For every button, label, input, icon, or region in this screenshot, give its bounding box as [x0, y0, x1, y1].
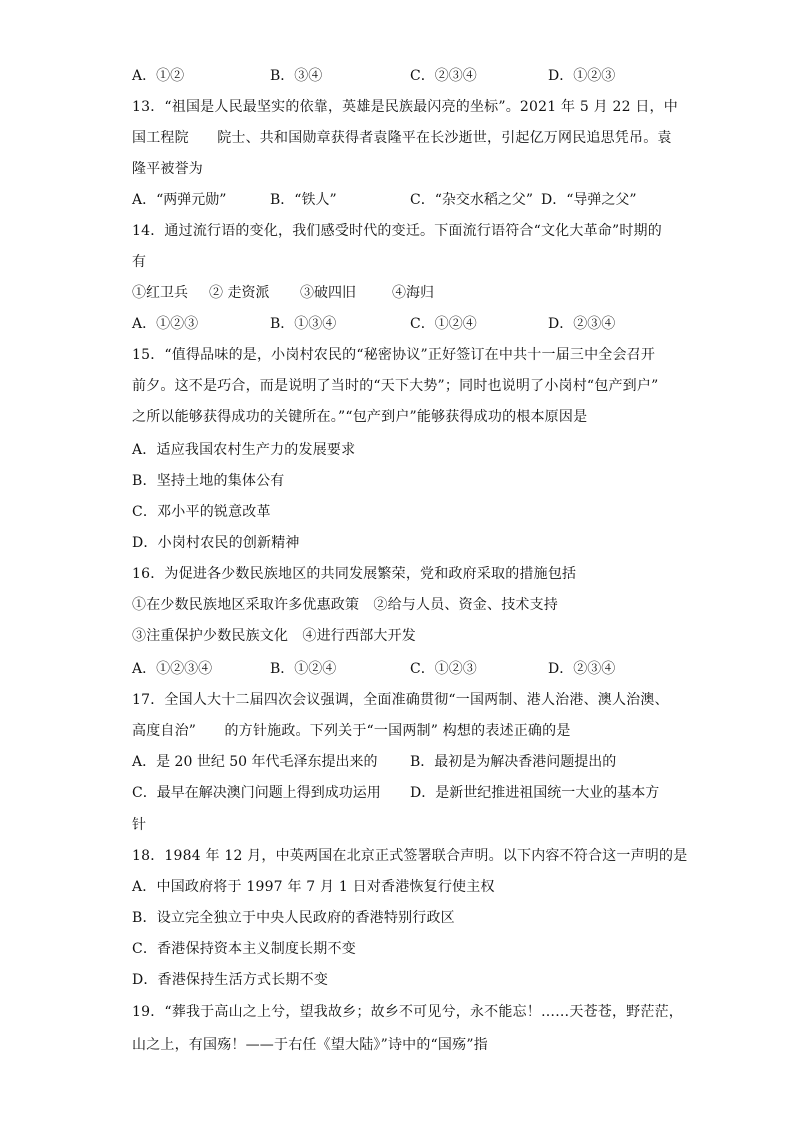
option-c: C．香港保持资本主义制度长期不变	[132, 941, 356, 957]
option-d: D．是新世纪推进祖国统一大业的基本方	[410, 785, 660, 801]
option-b: B．“铁人”	[270, 192, 337, 208]
option-a: A．①②	[132, 68, 185, 84]
question-text: 高度自治” 的方针施政。下列关于“一国两制” 构想的表述正确的是	[132, 723, 571, 739]
option-a: A．①②③	[132, 316, 199, 332]
option-d: D．②③④	[548, 316, 616, 332]
question-text: 国工程院 院士、共和国勋章获得者袁隆平在长沙逝世，引起亿万网民追思凭吊。袁	[132, 130, 672, 146]
option-c: C．“杂交水稻之父”	[410, 192, 534, 208]
question-text: 隆平被誉为	[132, 161, 203, 177]
option-b: B．设立完全独立于中央人民政府的香港特别行政区	[132, 910, 455, 926]
question-text: 15．“值得品味的是，小岗村农民的“秘密协议”正好签订在中共十一届三中全会召开	[132, 347, 656, 363]
option-a: A．中国政府将于 1997 年 7 月 1 日对香港恢复行使主权	[132, 879, 495, 895]
option-d: D．①②③	[548, 68, 616, 84]
option-a: A．①②③④	[132, 661, 213, 677]
statement-item: ④海归	[392, 285, 434, 301]
option-d: D．②③④	[548, 661, 616, 677]
option-b: B．③④	[270, 68, 323, 84]
question-text: 山之上，有国殇！——于右任《望大陆》”诗中的“国殇”指	[132, 1037, 488, 1053]
option-b: B．①②④	[270, 661, 337, 677]
option-d: D．香港保持生活方式长期不变	[132, 972, 329, 988]
option-a: A．是 20 世纪 50 年代毛泽东提出来的	[132, 754, 378, 770]
option-c: C．①②③	[410, 661, 477, 677]
option-b: B．坚持土地的集体公有	[132, 473, 285, 489]
option-a: A．适应我国农村生产力的发展要求	[132, 442, 356, 458]
option-d: D．小岗村农民的创新精神	[132, 535, 300, 551]
option-c: C．邓小平的锐意改革	[132, 504, 271, 520]
option-b: B．最初是为解决香港问题提出的	[410, 754, 617, 770]
option-d: D．“导弹之父”	[541, 192, 637, 208]
question-text: 17．全国人大十二届四次会议强调，全面准确贯彻“一国两制、港人治港、澳人治澳、	[132, 692, 669, 708]
statement-item: ①在少数民族地区采取许多优惠政策 ②给与人员、资金、技术支持	[132, 597, 558, 613]
option-b: B．①③④	[270, 316, 337, 332]
question-text: 13．“祖国是人民最坚实的依靠，英雄是民族最闪亮的坐标”。2021 年 5 月 22 日，中	[132, 99, 678, 115]
option-c: C．②③④	[410, 68, 477, 84]
question-text: 16．为促进各少数民族地区的共同发展繁荣，党和政府采取的措施包括	[132, 566, 577, 582]
question-text: 之所以能够获得成功的关键所在。”“包产到户”能够获得成功的根本原因是	[132, 409, 588, 425]
option-a: A．“两弹元勋”	[132, 192, 227, 208]
option-c: C．最早在解决澳门问题上得到成功运用	[132, 785, 381, 801]
question-text: 14．通过流行语的变化，我们感受时代的变迁。下面流行语符合“文化大革命”时期的	[132, 223, 662, 239]
question-text: 19．“葬我于高山之上兮，望我故乡；故乡不可见兮，永不能忘！……天苍苍，野茫茫，	[132, 1004, 683, 1020]
option-d-continuation: 针	[132, 817, 147, 833]
statement-item: ①红卫兵	[132, 285, 188, 301]
question-text: 前夕。这不是巧合，而是说明了当时的“天下大势”；同时也说明了小岗村“包产到户”	[132, 378, 659, 394]
statement-item: ② 走资派	[209, 285, 270, 301]
statement-item: ③注重保护少数民族文化 ④进行西部大开发	[132, 628, 416, 644]
statement-item: ③破四旧	[300, 285, 356, 301]
question-text: 有	[132, 254, 147, 270]
question-text: 18．1984 年 12 月，中英两国在北京正式签署联合声明。以下内容不符合这一声明的是	[132, 848, 688, 864]
option-c: C．①②④	[410, 316, 477, 332]
